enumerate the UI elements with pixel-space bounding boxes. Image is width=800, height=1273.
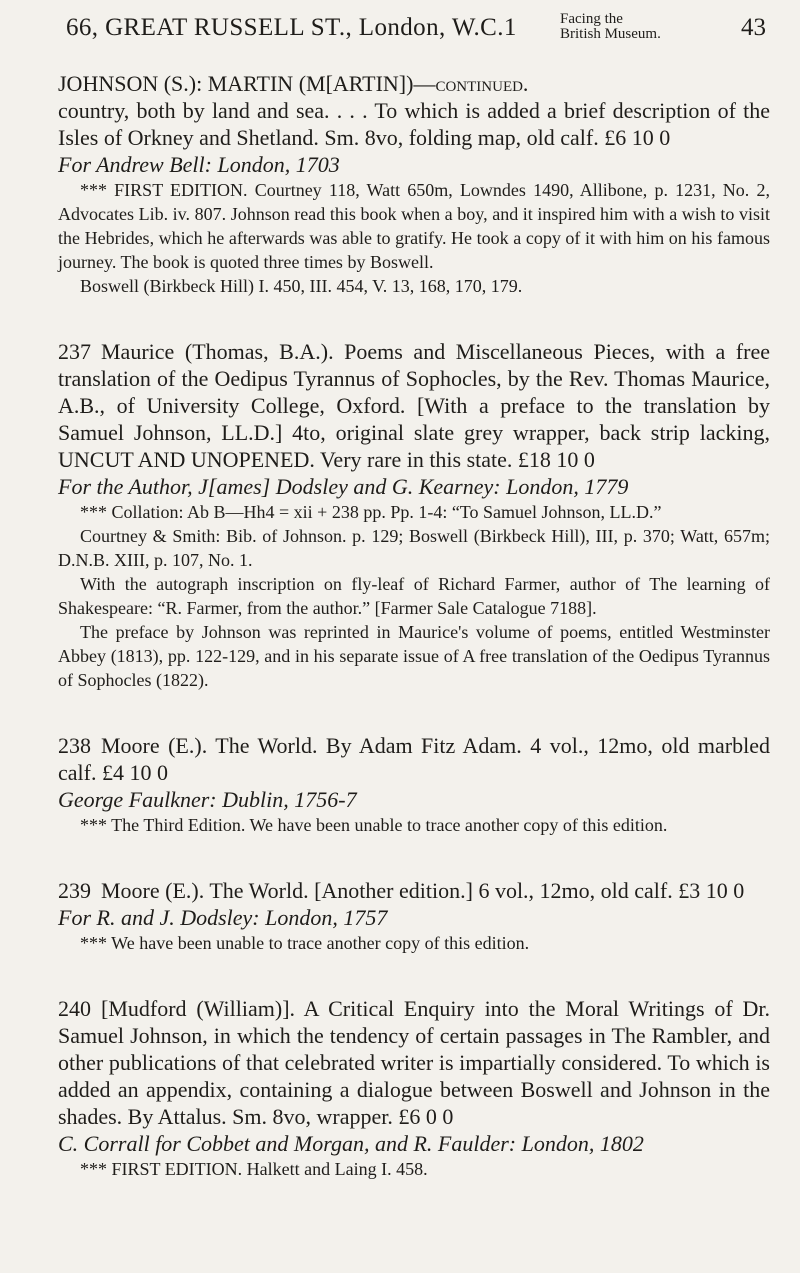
entry-note: *** The Third Edition. We have been unable to trace another copy of this edition.: [80, 815, 668, 835]
entry-text: Moore (E.). The World. By Adam Fitz Adam. 4 vol., 12mo, old marbled calf. £4 10 0: [58, 733, 770, 785]
entry-collation: *** Collation: Ab B—Hh4 = xii + 238 pp. Pp. 1-4: “To Samuel Johnson, LL.D.”: [80, 502, 662, 522]
entry-number: 239: [58, 878, 91, 903]
entry-text: [Mudford (William)]. A Critical Enquiry into the Moral Writings of Dr. Samuel Johnson, in which the tendency of certain passages in The Rambler, and other publications of that celebrated writer is impartially considered. To which is added an appendix, containing a dialogue between Boswell and Johnson in the shades. By Attalus. Sm. 8vo, wrapper. £6 0 0: [58, 996, 770, 1129]
entry-references: Courtney & Smith: Bib. of Johnson. p. 129; Boswell (Birkbeck Hill), III, p. 370; Watt, 657m; D.N.B. XIII, p. 107, No. 1.: [58, 526, 770, 570]
entry-description: [58, 995, 770, 1130]
entry-imprint: For the Author, J[ames] Dodsley and G. Kearney: London, 1779: [58, 474, 629, 499]
page-number: 43: [741, 14, 766, 41]
entry-description: [58, 732, 770, 786]
entry-imprint: C. Corrall for Cobbet and Morgan, and R. Faulder: London, 1802: [58, 1131, 644, 1156]
entry-imprint: For Andrew Bell: London, 1703: [58, 152, 340, 177]
entry-text: Maurice (Thomas, B.A.). Poems and Miscellaneous Pieces, with a free translation of the Oedipus Tyrannus of Sophocles, by the Rev. Thomas Maurice, A.B., of University College, Oxford. [With a preface to the translation by Samuel Johnson, LL.D.] 4to, original slate grey wrapper, back strip lacking, UNCUT AND UNOPENED. Very rare in this state. £18 10 0: [58, 339, 770, 472]
entry-provenance: With the autograph inscription on fly-leaf of Richard Farmer, author of The learning of Shakespeare: “R. Farmer, from the author.” [Farmer Sale Catalogue 7188].: [58, 574, 770, 618]
entry-note: *** We have been unable to trace another copy of this edition.: [80, 933, 530, 953]
entry-references: Boswell (Birkbeck Hill) I. 450, III. 454, V. 13, 168, 170, 179.: [80, 276, 523, 296]
page-header: [58, 8, 770, 52]
catalogue-entries: [58, 70, 770, 1181]
entry-number: 240: [58, 996, 91, 1021]
entry-description: country, both by land and sea. . . . To which is added a brief description of the Isles of Orkney and Shetland. Sm. 8vo, folding map, old calf. £6 10 0: [58, 98, 770, 150]
catalogue-entry-237: [58, 338, 770, 692]
catalogue-entry-239: [58, 877, 770, 955]
entry-number: 237: [58, 339, 91, 364]
catalogue-entry-240: [58, 995, 770, 1181]
entry-note: The preface by Johnson was reprinted in Maurice's volume of poems, entitled Westminster Abbey (1813), pp. 122-129, and in his separate issue of A free translation of the Oedipus Tyrannus of Sophocles (1822).: [58, 622, 770, 690]
entry-text: Moore (E.). The World. [Another edition.] 6 vol., 12mo, old calf. £3 10 0: [101, 878, 745, 903]
entry-imprint: For R. and J. Dodsley: London, 1757: [58, 905, 388, 930]
entry-heading: JOHNSON (S.): MARTIN (M[ARTIN])—continued.: [58, 71, 529, 96]
entry-description: [58, 338, 770, 473]
catalogue-entry-236: [58, 70, 770, 298]
entry-note: *** FIRST EDITION. Halkett and Laing I. 458.: [80, 1159, 428, 1179]
running-title: 66, GREAT RUSSELL ST., London, W.C.1: [66, 14, 517, 41]
location-note-line1: Facing the: [560, 11, 623, 27]
entry-note: *** FIRST EDITION. Courtney 118, Watt 650m, Lowndes 1490, Allibone, p. 1231, No. 2, Advocates Lib. iv. 807. Johnson read this book when a boy, and it inspired him with a wish to visit the Hebrides, which he afterwards was able to gratify. He took a copy of it with him on his famous journey. The book is quoted three times by Boswell.: [58, 180, 770, 272]
entry-description: [58, 877, 770, 904]
location-note: [560, 12, 661, 42]
location-note-line2: British Museum.: [560, 26, 661, 42]
entry-imprint: George Faulkner: Dublin, 1756-7: [58, 787, 357, 812]
catalogue-entry-238: [58, 732, 770, 837]
entry-number: 238: [58, 733, 91, 758]
